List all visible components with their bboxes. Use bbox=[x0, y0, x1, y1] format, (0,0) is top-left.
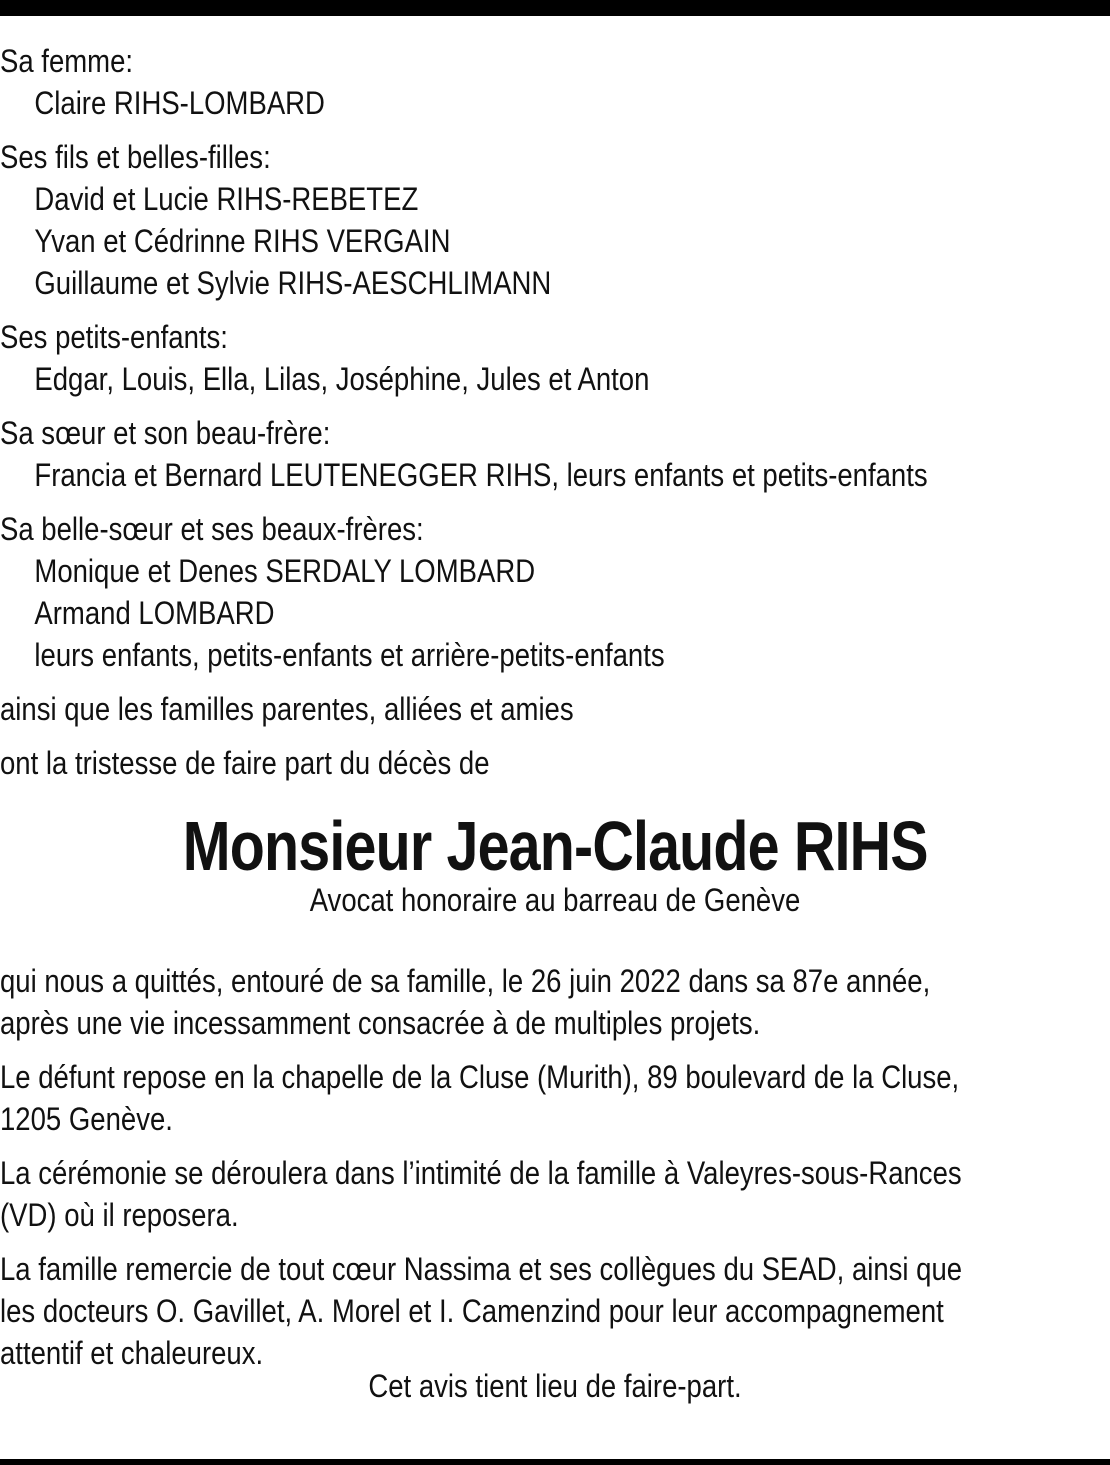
family-member: leurs enfants, petits-enfants et arrière-petits-enfants bbox=[34, 637, 665, 673]
closing-text: Cet avis tient lieu de faire-part. bbox=[368, 1368, 742, 1404]
family-group-label: Sa belle-sœur et ses beaux-frères: bbox=[0, 511, 424, 547]
family-group-sons bbox=[0, 136, 1109, 304]
deceased-heading bbox=[0, 808, 1110, 920]
paragraph-line: 1205 Genève. bbox=[0, 1101, 173, 1137]
deceased-name: Monsieur Jean-Claude RIHS bbox=[182, 807, 928, 885]
family-member: Monique et Denes SERDALY LOMBARD bbox=[34, 553, 536, 589]
paragraph-departure bbox=[0, 960, 1109, 1044]
bottom-rule bbox=[0, 1459, 1110, 1465]
family-group-grandchildren bbox=[0, 316, 1109, 400]
family-group-label: Ses fils et belles-filles: bbox=[0, 139, 271, 175]
paragraph-line: après une vie incessamment consacrée à de multiples projets. bbox=[0, 1005, 761, 1041]
family-group-wife bbox=[0, 40, 1109, 124]
family-group-label: Ses petits-enfants: bbox=[0, 319, 228, 355]
paragraph-line: attentif et chaleureux. bbox=[0, 1335, 264, 1371]
family-member: Armand LOMBARD bbox=[34, 595, 275, 631]
family-member: Yvan et Cédrinne RIHS VERGAIN bbox=[34, 223, 451, 259]
paragraph-line: qui nous a quittés, entouré de sa famille, le 26 juin 2022 dans sa 87e année, bbox=[0, 963, 931, 999]
deceased-title: Avocat honoraire au barreau de Genève bbox=[309, 882, 801, 918]
paragraph-line: La cérémonie se déroulera dans l’intimité de la famille à Valeyres-sous-Rances bbox=[0, 1155, 962, 1191]
family-group-sister bbox=[0, 412, 1109, 496]
paragraph-line: Le défunt repose en la chapelle de la Cluse (Murith), 89 boulevard de la Cluse, bbox=[0, 1059, 960, 1095]
notice-body bbox=[0, 960, 1110, 1386]
paragraph-line: (VD) où il reposera. bbox=[0, 1197, 239, 1233]
family-group-in-laws bbox=[0, 508, 1109, 676]
announcement: ont la tristesse de faire part du décès de bbox=[0, 745, 490, 781]
family-member: Francia et Bernard LEUTENEGGER RIHS, leurs enfants et petits-enfants bbox=[34, 457, 928, 493]
family-member: Edgar, Louis, Ella, Lilas, Joséphine, Jules et Anton bbox=[34, 361, 650, 397]
paragraph-line: les docteurs O. Gavillet, A. Morel et I. Camenzind pour leur accompagnement bbox=[0, 1293, 944, 1329]
family-list bbox=[0, 40, 1110, 784]
closing-note bbox=[0, 1364, 1110, 1408]
paragraph-ceremony bbox=[0, 1152, 1109, 1236]
family-group-label: Sa femme: bbox=[0, 43, 134, 79]
paragraph-chapel bbox=[0, 1056, 1109, 1140]
family-member: Claire RIHS-LOMBARD bbox=[34, 85, 325, 121]
top-rule bbox=[0, 0, 1110, 16]
family-member: David et Lucie RIHS-REBETEZ bbox=[34, 181, 419, 217]
paragraph-thanks bbox=[0, 1248, 1109, 1374]
also-families: ainsi que les familles parentes, alliées et amies bbox=[0, 691, 574, 727]
family-group-label: Sa sœur et son beau-frère: bbox=[0, 415, 331, 451]
paragraph-line: La famille remercie de tout cœur Nassima et ses collègues du SEAD, ainsi que bbox=[0, 1251, 963, 1287]
family-member: Guillaume et Sylvie RIHS-AESCHLIMANN bbox=[34, 265, 552, 301]
